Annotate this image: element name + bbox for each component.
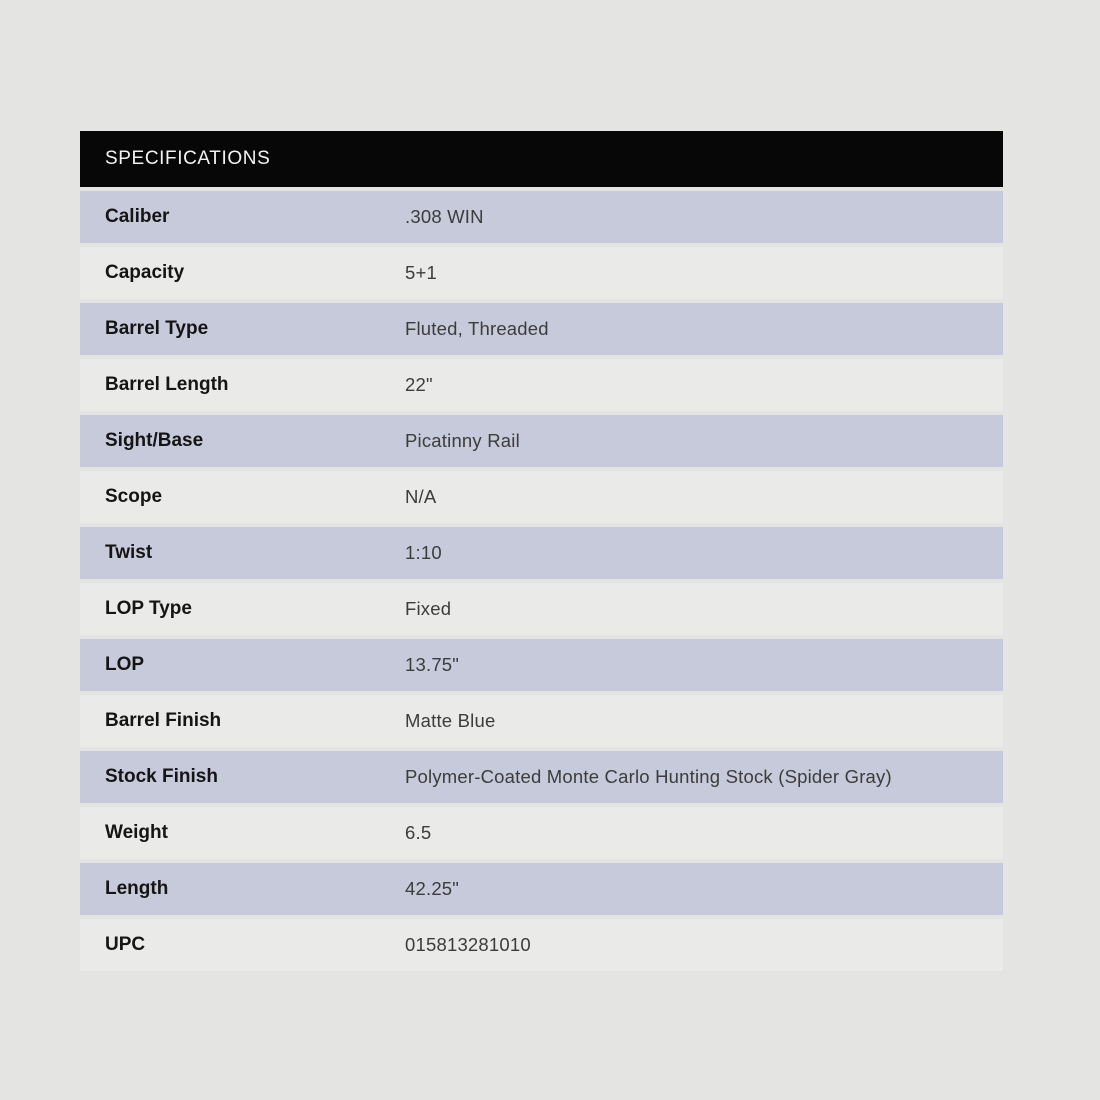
spec-value: 22" [405, 374, 433, 395]
spec-row-lop [80, 639, 1003, 691]
specifications-title: SPECIFICATIONS [105, 148, 271, 169]
spec-value: 13.75" [405, 654, 460, 675]
spec-label: Capacity [105, 262, 185, 283]
spec-label: Length [105, 878, 169, 899]
spec-label: LOP [105, 654, 145, 675]
spec-row-barrel-length [80, 359, 1003, 411]
spec-row-scope [80, 471, 1003, 523]
spec-value: N/A [405, 486, 437, 507]
spec-row-barrel-finish [80, 695, 1003, 747]
spec-row-upc [80, 919, 1003, 971]
spec-label: Twist [105, 542, 153, 563]
spec-row-twist [80, 527, 1003, 579]
spec-label: UPC [105, 934, 146, 955]
spec-label: Barrel Type [105, 318, 209, 339]
spec-value: Picatinny Rail [405, 430, 520, 451]
spec-label: Barrel Length [105, 374, 229, 395]
spec-value: 1:10 [405, 542, 442, 563]
specifications-rows [80, 191, 1003, 971]
spec-value: Fixed [405, 598, 452, 619]
spec-label: Barrel Finish [105, 710, 222, 731]
spec-row-sight-base [80, 415, 1003, 467]
spec-row-capacity [80, 247, 1003, 299]
spec-row-caliber [80, 191, 1003, 243]
spec-value: .308 WIN [405, 206, 484, 227]
spec-label: Stock Finish [105, 766, 218, 787]
spec-row-barrel-type [80, 303, 1003, 355]
spec-row-stock-finish [80, 751, 1003, 803]
spec-value: 6.5 [405, 822, 432, 843]
spec-row-lop-type [80, 583, 1003, 635]
spec-label: Weight [105, 822, 168, 843]
spec-value: Polymer-Coated Monte Carlo Hunting Stock (Spider Gray) [405, 766, 892, 787]
specifications-table-header [80, 131, 1003, 187]
spec-label: LOP Type [105, 598, 192, 619]
spec-row-weight [80, 807, 1003, 859]
spec-value: 015813281010 [405, 934, 531, 955]
spec-label: Sight/Base [105, 430, 204, 451]
spec-value: 5+1 [405, 262, 437, 283]
spec-label: Caliber [105, 206, 170, 227]
spec-label: Scope [105, 486, 163, 507]
spec-value: Matte Blue [405, 710, 496, 731]
spec-value: 42.25" [405, 878, 460, 899]
spec-value: Fluted, Threaded [405, 318, 549, 339]
spec-row-length [80, 863, 1003, 915]
specifications-table [80, 131, 1003, 971]
